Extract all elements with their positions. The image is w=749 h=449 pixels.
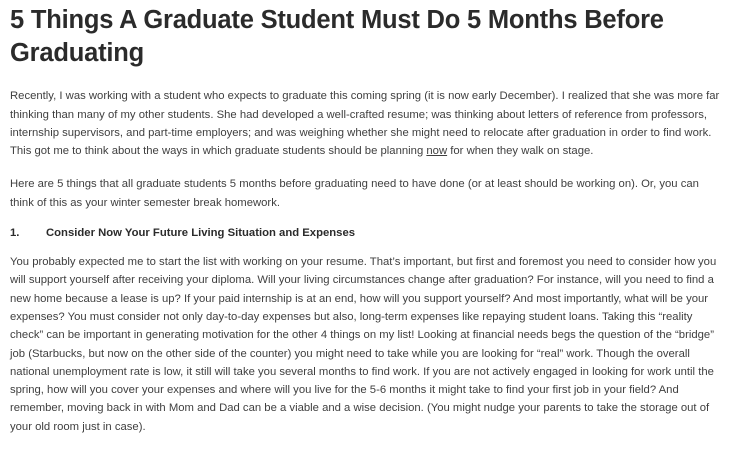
list-item-1-body: You probably expected me to start the list with working on your resume. That’s important, but first and foremost you need to consider how you will support yourself after receiving your diploma. Will your living circumstances change after graduation? For instance, will you need to find a new home because a lease is up? If your paid internship is at an end, how will you support yourself? And most importantly, what will be your expenses? You must consider not only day-to-day expenses but also, long-term expenses like repaying student loans. Taking this “reality check” can be important in generating motivation for the other 4 things on my list! Looking at financial needs begs the question of the “bridge” job (Starbucks, but now on the other side of the counter) you might need to take while you are looking for “real” work. Though the overall national unemployment rate is low, it still will take you several months to find work. If you are not actively engaged in looking for work until the spring, how will you cover your expenses and where will you live for the 5-6 months it might take to find your first job in your field? And remember, moving back in with Mom and Dad can be a viable and a wise decision. (You might nudge your parents to take the storage out of your old room just in case). [10, 256, 717, 433]
page-title: 5 Things A Graduate Student Must Do 5 Months Before Graduating [10, 6, 664, 67]
intro-paragraph-part-2: for when they walk on stage. [447, 145, 594, 158]
list-item-1-heading [10, 227, 737, 239]
intro-paragraph-part-1: Recently, I was working with a student who expects to graduate this coming spring (it is now early December). I realized that she was more far thinking than many of my other students. She had developed a well-crafted resume; was thinking about letters of reference from professors, internship supervisors, and part-time employers; and was weighing whether she might need to relocate after graduation in order to find work. This got me to think about the ways in which graduate students should be planning [10, 90, 720, 158]
intro-paragraph [10, 87, 725, 160]
intro-paragraph-emphasis: now [426, 145, 448, 158]
second-paragraph: Here are 5 things that all graduate students 5 months before graduating need to have done (or at least should be working on). Or, you can think of this as your winter semester break homework. [10, 178, 699, 209]
list-item-1-title: Consider Now Your Future Living Situation and Expenses [46, 227, 356, 240]
list-item-1-number: 1. [10, 227, 20, 240]
